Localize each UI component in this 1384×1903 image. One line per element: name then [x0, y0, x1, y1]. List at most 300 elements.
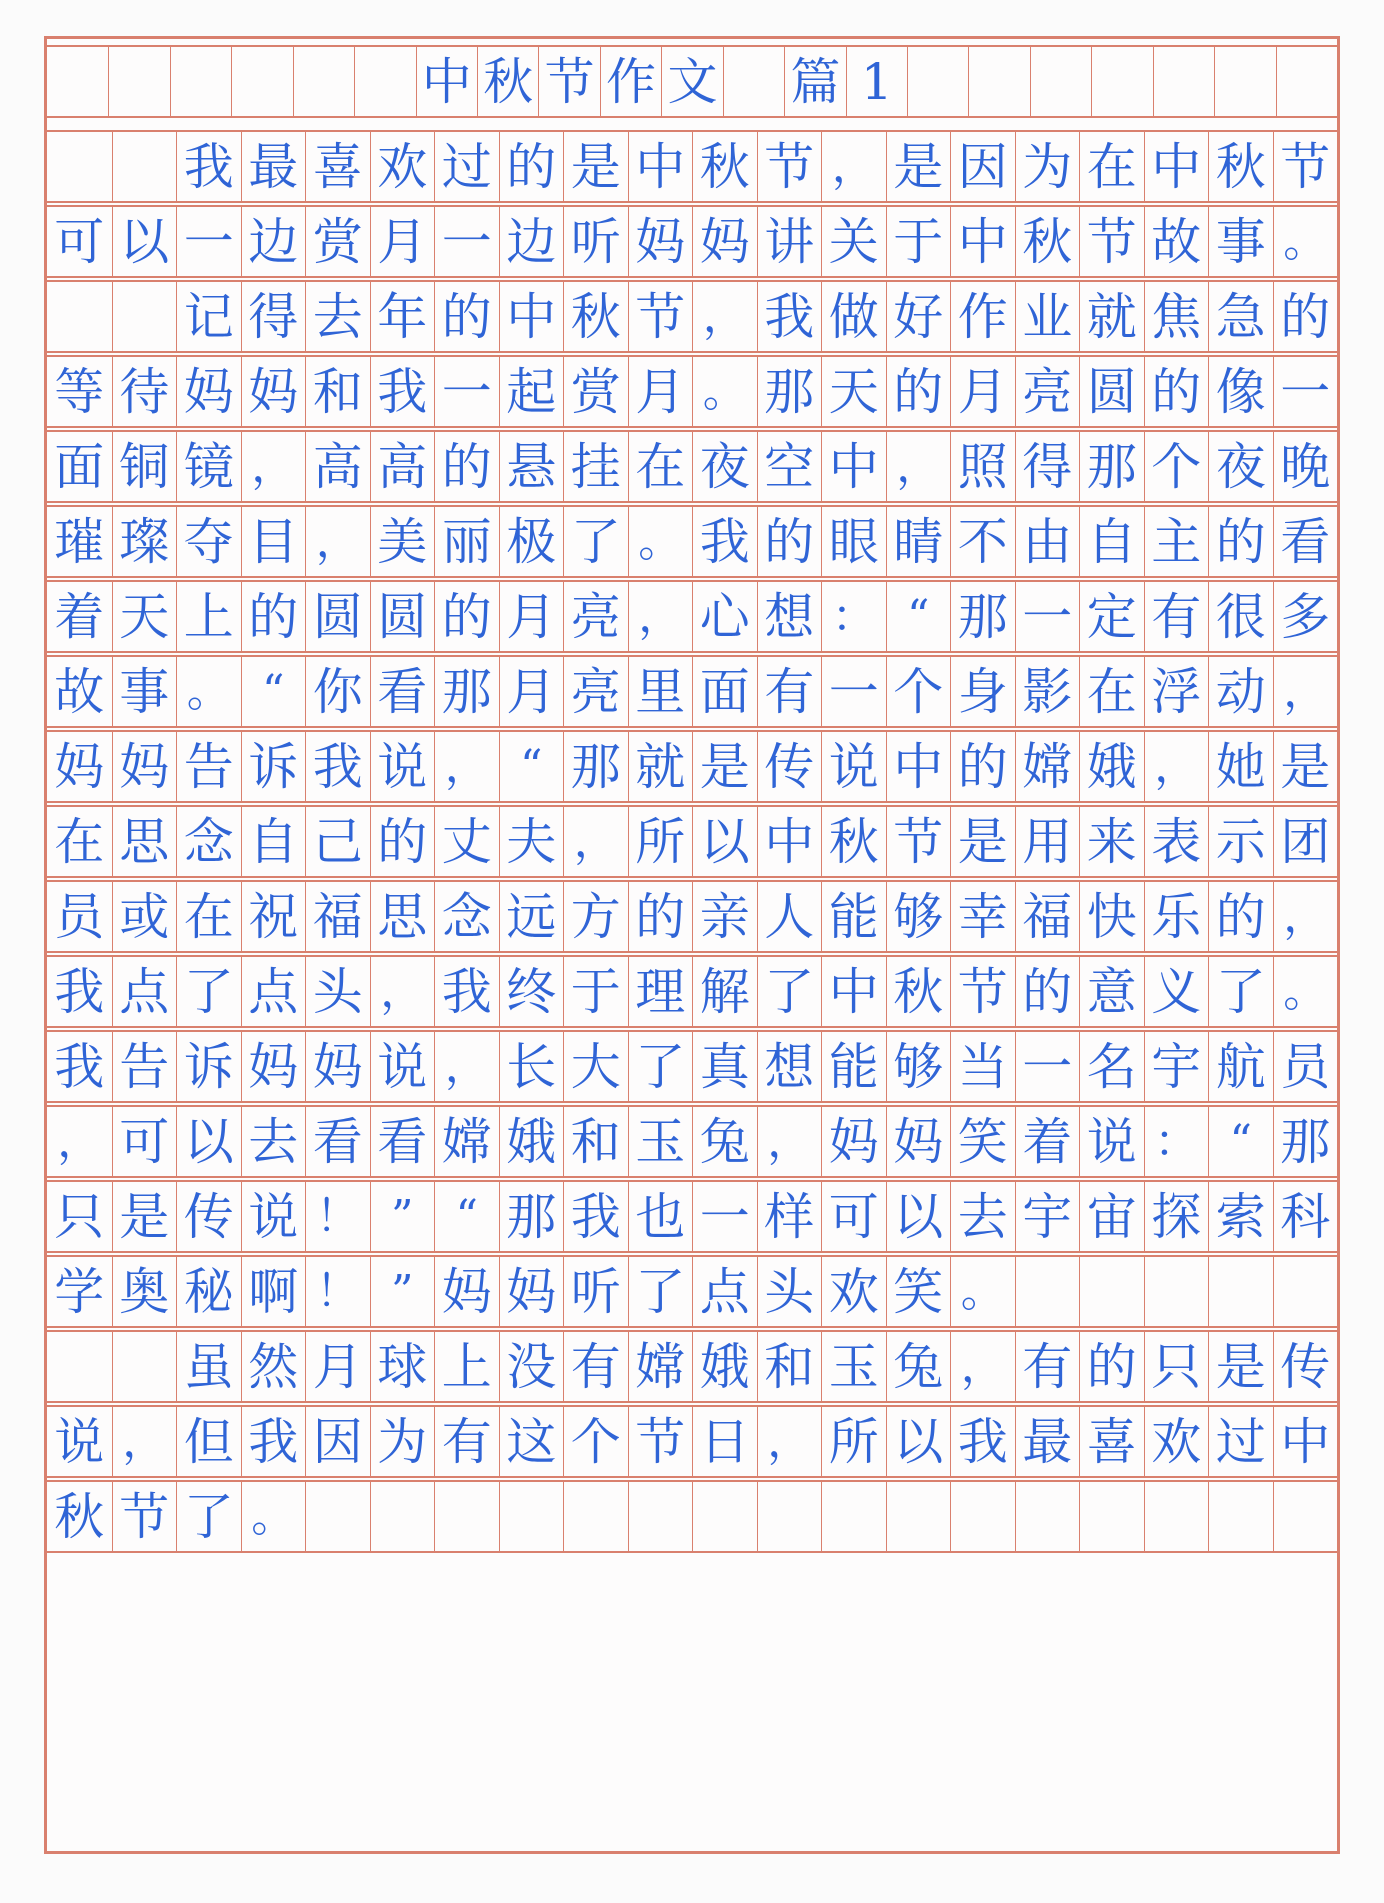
grid-cell [293, 47, 354, 116]
grid-cell: 但 [176, 1407, 241, 1476]
grid-cell: 宇 [1015, 1182, 1080, 1251]
grid-cell: 主 [1144, 507, 1209, 576]
grid-cell [112, 1332, 177, 1401]
grid-cell: 定 [1079, 582, 1144, 651]
grid-cell [354, 47, 415, 116]
grid-cell: 的 [434, 432, 499, 501]
text-row [47, 1405, 1337, 1478]
grid-cell [370, 1482, 435, 1551]
grid-cell: 告 [112, 1032, 177, 1101]
grid-cell: 作 [950, 282, 1015, 351]
grid-cell: 为 [1015, 132, 1080, 201]
grid-cell: 或 [112, 882, 177, 951]
grid-cell: 亲 [692, 882, 757, 951]
grid-cell: 想 [757, 1032, 822, 1101]
title-row [47, 45, 1337, 118]
grid-cell: 那 [434, 657, 499, 726]
grid-cell: 月 [950, 357, 1015, 426]
grid-cell: ， [434, 732, 499, 801]
grid-cell: 高 [305, 432, 370, 501]
grid-cell: 极 [499, 507, 564, 576]
grid-cell: 人 [757, 882, 822, 951]
grid-cell: 在 [1079, 657, 1144, 726]
grid-cell: 解 [692, 957, 757, 1026]
grid-cell: 员 [1273, 1032, 1338, 1101]
text-row [47, 355, 1337, 428]
grid-cell: 在 [176, 882, 241, 951]
grid-cell: 边 [241, 207, 306, 276]
grid-cell: 了 [563, 507, 628, 576]
grid-cell: 诉 [176, 1032, 241, 1101]
grid-cell: 没 [499, 1332, 564, 1401]
grid-cell [1144, 1257, 1209, 1326]
text-row [47, 580, 1337, 653]
grid-cell: “ [1208, 1107, 1273, 1176]
grid-cell: 的 [757, 507, 822, 576]
grid-cell: ： [1144, 1107, 1209, 1176]
grid-cell: 以 [112, 207, 177, 276]
grid-cell: 真 [692, 1032, 757, 1101]
grid-cell: 的 [1208, 882, 1273, 951]
grid-cell: 着 [1015, 1107, 1080, 1176]
grid-cell: 事 [1208, 207, 1273, 276]
text-row [47, 1180, 1337, 1253]
grid-cell: 传 [757, 732, 822, 801]
grid-cell: 一 [434, 207, 499, 276]
grid-cell: 睛 [886, 507, 951, 576]
grid-cell: 赏 [305, 207, 370, 276]
grid-cell: 有 [757, 657, 822, 726]
grid-cell: 中 [1144, 132, 1209, 201]
grid-cell: 娥 [499, 1107, 564, 1176]
text-row [47, 1255, 1337, 1328]
grid-cell: 了 [176, 957, 241, 1026]
grid-cell: 说 [370, 732, 435, 801]
grid-cell: 兔 [886, 1332, 951, 1401]
grid-cell: ， [563, 807, 628, 876]
grid-cell: 镜 [176, 432, 241, 501]
grid-cell: 中 [416, 47, 477, 116]
grid-cell [968, 47, 1029, 116]
grid-cell: 点 [112, 957, 177, 1026]
grid-cell: 我 [434, 957, 499, 1026]
grid-cell: 可 [54, 212, 105, 271]
grid-cell: 只 [1144, 1332, 1209, 1401]
grid-cell: 。 [1273, 207, 1338, 276]
grid-cell: “ [241, 657, 306, 726]
text-row [47, 1330, 1337, 1403]
grid-cell: 我 [305, 732, 370, 801]
grid-cell: 妈 [821, 1107, 886, 1176]
grid-cell: 节 [538, 47, 599, 116]
grid-cell: 上 [434, 1332, 499, 1401]
text-row [47, 730, 1337, 803]
grid-cell [886, 1482, 951, 1551]
grid-cell: 秋 [886, 957, 951, 1026]
grid-cell: 节 [112, 1482, 177, 1551]
grid-cell: 看 [370, 1107, 435, 1176]
grid-cell: 的 [1208, 507, 1273, 576]
grid-cell: 可 [821, 1182, 886, 1251]
grid-cell: 的 [886, 357, 951, 426]
grid-cell: 我 [563, 1182, 628, 1251]
grid-cell: 日 [692, 1407, 757, 1476]
grid-cell: 着 [54, 587, 105, 646]
grid-cell: 示 [1208, 807, 1273, 876]
grid-cell: 以 [692, 807, 757, 876]
grid-cell: 喜 [1079, 1407, 1144, 1476]
grid-cell: 天 [112, 582, 177, 651]
grid-cell: 因 [950, 132, 1015, 201]
grid-cell: 告 [176, 732, 241, 801]
grid-cell: 那 [1079, 432, 1144, 501]
grid-cell: ， [370, 957, 435, 1026]
grid-cell: 秋 [477, 47, 538, 116]
grid-cell: 丽 [434, 507, 499, 576]
grid-cell: 身 [950, 657, 1015, 726]
grid-cell: 理 [628, 957, 693, 1026]
grid-cell: 所 [821, 1407, 886, 1476]
grid-cell: 念 [176, 807, 241, 876]
grid-cell: 晚 [1273, 432, 1338, 501]
grid-cell: 。 [692, 357, 757, 426]
grid-cell: 好 [886, 282, 951, 351]
grid-cell: 节 [757, 132, 822, 201]
grid-cell: 是 [886, 132, 951, 201]
grid-cell: 福 [1015, 882, 1080, 951]
grid-cell: 有 [434, 1407, 499, 1476]
grid-cell: 的 [241, 582, 306, 651]
grid-cell: 个 [1144, 432, 1209, 501]
grid-cell: 所 [628, 807, 693, 876]
grid-cell: 以 [886, 1407, 951, 1476]
grid-cell: 那 [1273, 1107, 1338, 1176]
grid-cell: 了 [628, 1257, 693, 1326]
grid-cell [47, 47, 108, 116]
grid-cell: 个 [563, 1407, 628, 1476]
grid-cell: 可 [112, 1107, 177, 1176]
grid-cell: 上 [176, 582, 241, 651]
grid-cell [1144, 1482, 1209, 1551]
grid-cell: 。 [1273, 957, 1338, 1026]
grid-cell: 天 [821, 357, 886, 426]
grid-cell: 是 [1273, 732, 1338, 801]
grid-cell: 名 [1079, 1032, 1144, 1101]
grid-cell: 她 [1208, 732, 1273, 801]
grid-cell: 幸 [950, 882, 1015, 951]
grid-cell: 虽 [176, 1332, 241, 1401]
grid-cell: 璀 [54, 512, 105, 571]
grid-cell: 嫦 [628, 1332, 693, 1401]
grid-cell: 己 [305, 807, 370, 876]
text-row [47, 955, 1337, 1028]
grid-cell: 欢 [821, 1257, 886, 1326]
grid-cell: 一 [692, 1182, 757, 1251]
grid-cell: 业 [1015, 282, 1080, 351]
grid-cell: 玉 [628, 1107, 693, 1176]
grid-cell: 因 [305, 1407, 370, 1476]
grid-cell: 眼 [821, 507, 886, 576]
grid-cell: ” [370, 1257, 435, 1326]
grid-cell: ， [241, 432, 306, 501]
grid-cell: 了 [757, 957, 822, 1026]
grid-cell [305, 1482, 370, 1551]
grid-cell: 秋 [1015, 207, 1080, 276]
grid-cell: 以 [176, 1107, 241, 1176]
grid-cell: 和 [305, 357, 370, 426]
grid-cell: 娥 [1079, 732, 1144, 801]
grid-cell: 在 [1079, 132, 1144, 201]
grid-cell: 在 [54, 812, 105, 871]
grid-cell: 妈 [499, 1257, 564, 1326]
grid-cell: 圆 [305, 582, 370, 651]
grid-cell: 是 [950, 807, 1015, 876]
grid-cell: 点 [241, 957, 306, 1026]
grid-cell: 够 [886, 1032, 951, 1101]
grid-cell: 说 [54, 1412, 105, 1471]
grid-cell: 看 [305, 1107, 370, 1176]
grid-cell: 能 [821, 882, 886, 951]
grid-cell: 目 [241, 507, 306, 576]
text-row [47, 205, 1337, 278]
text-row [47, 1480, 1337, 1553]
grid-cell: ！ [305, 1257, 370, 1326]
grid-cell: 那 [563, 732, 628, 801]
grid-cell: 的 [434, 282, 499, 351]
grid-cell: 一 [434, 357, 499, 426]
grid-cell: 我 [950, 1407, 1015, 1476]
grid-cell: 过 [1208, 1407, 1273, 1476]
grid-cell: 中 [1273, 1407, 1338, 1476]
grid-cell: 高 [370, 432, 435, 501]
grid-cell: 看 [1273, 507, 1338, 576]
text-row [47, 1105, 1337, 1178]
grid-cell: 照 [950, 432, 1015, 501]
grid-cell: 笑 [950, 1107, 1015, 1176]
grid-cell: 头 [757, 1257, 822, 1326]
grid-cell: 。 [628, 507, 693, 576]
grid-cell: 为 [370, 1407, 435, 1476]
grid-cell: 兔 [692, 1107, 757, 1176]
grid-cell: 去 [305, 282, 370, 351]
grid-cell: ， [1144, 732, 1209, 801]
grid-cell: 了 [1208, 957, 1273, 1026]
grid-cell: 中 [821, 432, 886, 501]
grid-cell: 夜 [692, 432, 757, 501]
grid-cell [757, 1482, 822, 1551]
grid-cell: 以 [886, 1182, 951, 1251]
grid-cell: 员 [54, 887, 105, 946]
grid-cell: 很 [1208, 582, 1273, 651]
grid-cell: 去 [241, 1107, 306, 1176]
grid-cell [112, 282, 177, 351]
grid-cell [1273, 1482, 1338, 1551]
grid-cell: ， [886, 432, 951, 501]
grid-cell: 欢 [1144, 1407, 1209, 1476]
grid-cell: 长 [499, 1032, 564, 1101]
grid-cell [434, 1482, 499, 1551]
grid-cell: 我 [370, 357, 435, 426]
grid-cell: 诉 [241, 732, 306, 801]
grid-cell: 中 [628, 132, 693, 201]
grid-cell: 1 [846, 47, 907, 116]
grid-cell: ， [821, 132, 886, 201]
grid-cell: 妈 [692, 207, 757, 276]
grid-cell: 一 [1015, 582, 1080, 651]
grid-cell: 有 [1144, 582, 1209, 651]
grid-cell: 大 [563, 1032, 628, 1101]
grid-cell: 福 [305, 882, 370, 951]
grid-cell: 年 [370, 282, 435, 351]
text-row [47, 655, 1337, 728]
grid-cell: 最 [1015, 1407, 1080, 1476]
grid-cell: 我 [692, 507, 757, 576]
grid-cell: 节 [886, 807, 951, 876]
grid-cell: 悬 [499, 432, 564, 501]
grid-cell: 科 [1273, 1182, 1338, 1251]
grid-cell [1273, 1257, 1338, 1326]
grid-cell: 夫 [499, 807, 564, 876]
grid-cell [1015, 1482, 1080, 1551]
grid-cell: 我 [757, 282, 822, 351]
grid-cell: 。 [950, 1257, 1015, 1326]
grid-cell: 亮 [1015, 357, 1080, 426]
grid-cell: 妈 [54, 737, 105, 796]
grid-cell: 航 [1208, 1032, 1273, 1101]
grid-cell: 学 [54, 1262, 105, 1321]
grid-cell: 事 [112, 657, 177, 726]
grid-cell: 中 [757, 807, 822, 876]
grid-cell [1079, 1482, 1144, 1551]
grid-cell: 于 [886, 207, 951, 276]
grid-cell: 听 [563, 207, 628, 276]
grid-cell: 是 [1208, 1332, 1273, 1401]
grid-cell: 探 [1144, 1182, 1209, 1251]
grid-cell: 关 [821, 207, 886, 276]
grid-cell: 看 [370, 657, 435, 726]
grid-cell: ， [1273, 882, 1338, 951]
grid-cell: 快 [1079, 882, 1144, 951]
grid-cell: 去 [950, 1182, 1015, 1251]
grid-cell: 妈 [241, 357, 306, 426]
grid-cell [821, 1482, 886, 1551]
grid-cell: 的 [499, 132, 564, 201]
grid-cell: 过 [434, 132, 499, 201]
grid-cell: 秘 [176, 1257, 241, 1326]
grid-cell: 秋 [563, 282, 628, 351]
grid-cell: 说 [821, 732, 886, 801]
grid-cell: 自 [1079, 507, 1144, 576]
grid-cell: 的 [1144, 357, 1209, 426]
grid-cell: 一 [821, 657, 886, 726]
grid-cell: 挂 [563, 432, 628, 501]
grid-cell: 于 [563, 957, 628, 1026]
grid-cell [499, 1482, 564, 1551]
grid-cell: 点 [692, 1257, 757, 1326]
grid-cell: ， [692, 282, 757, 351]
grid-cell: 有 [563, 1332, 628, 1401]
grid-cell: 妈 [241, 1032, 306, 1101]
grid-cell: 节 [628, 1407, 693, 1476]
grid-cell: 浮 [1144, 657, 1209, 726]
grid-cell: 表 [1144, 807, 1209, 876]
grid-cell [112, 132, 177, 201]
grid-cell: 美 [370, 507, 435, 576]
grid-cell: ， [950, 1332, 1015, 1401]
grid-cell: 文 [661, 47, 722, 116]
grid-cell: 的 [1273, 282, 1338, 351]
grid-cell: 意 [1079, 957, 1144, 1026]
grid-cell: 然 [241, 1332, 306, 1401]
grid-cell: 妈 [176, 357, 241, 426]
grid-cell: 是 [112, 1182, 177, 1251]
grid-cell: 故 [54, 662, 105, 721]
grid-cell: 就 [628, 732, 693, 801]
grid-cell: 。 [241, 1482, 306, 1551]
grid-cell [1091, 47, 1152, 116]
grid-cell: 影 [1015, 657, 1080, 726]
grid-cell [1214, 47, 1275, 116]
grid-cell: 妈 [628, 207, 693, 276]
grid-cell: 够 [886, 882, 951, 951]
text-row [47, 280, 1337, 353]
text-row [47, 130, 1337, 203]
grid-cell: 欢 [370, 132, 435, 201]
grid-cell: 中 [499, 282, 564, 351]
grid-cell [47, 132, 112, 201]
grid-cell: 自 [241, 807, 306, 876]
grid-cell: 起 [499, 357, 564, 426]
grid-cell: 来 [1079, 807, 1144, 876]
grid-cell: 方 [563, 882, 628, 951]
grid-cell: 里 [628, 657, 693, 726]
grid-cell: 最 [241, 132, 306, 201]
grid-cell: 的 [434, 582, 499, 651]
grid-cell: 作 [600, 47, 661, 116]
grid-cell: 璨 [112, 507, 177, 576]
grid-cell: 急 [1208, 282, 1273, 351]
grid-cell: 奥 [112, 1257, 177, 1326]
grid-cell: ， [628, 582, 693, 651]
grid-cell: 了 [628, 1032, 693, 1101]
grid-cell: 记 [176, 282, 241, 351]
grid-cell: ， [1273, 657, 1338, 726]
grid-cell: 样 [757, 1182, 822, 1251]
grid-cell: 妈 [112, 732, 177, 801]
grid-cell [1079, 1257, 1144, 1326]
grid-cell: 啊 [241, 1257, 306, 1326]
grid-cell: 也 [628, 1182, 693, 1251]
grid-cell: 义 [1144, 957, 1209, 1026]
grid-cell: 远 [499, 882, 564, 951]
grid-cell: 讲 [757, 207, 822, 276]
composition-paper [44, 36, 1340, 1854]
grid-cell: ， [305, 507, 370, 576]
grid-cell: 赏 [563, 357, 628, 426]
grid-cell: 传 [1273, 1332, 1338, 1401]
grid-cell: “ [434, 1182, 499, 1251]
grid-cell: 用 [1015, 807, 1080, 876]
grid-cell: 和 [563, 1107, 628, 1176]
grid-cell [1015, 1257, 1080, 1326]
grid-cell: 月 [499, 657, 564, 726]
grid-cell: ： [821, 582, 886, 651]
grid-cell: 秋 [692, 132, 757, 201]
grid-cell: 得 [1015, 432, 1080, 501]
grid-cell: 多 [1273, 582, 1338, 651]
grid-cell: 等 [54, 362, 105, 421]
grid-cell: 故 [1144, 207, 1209, 276]
